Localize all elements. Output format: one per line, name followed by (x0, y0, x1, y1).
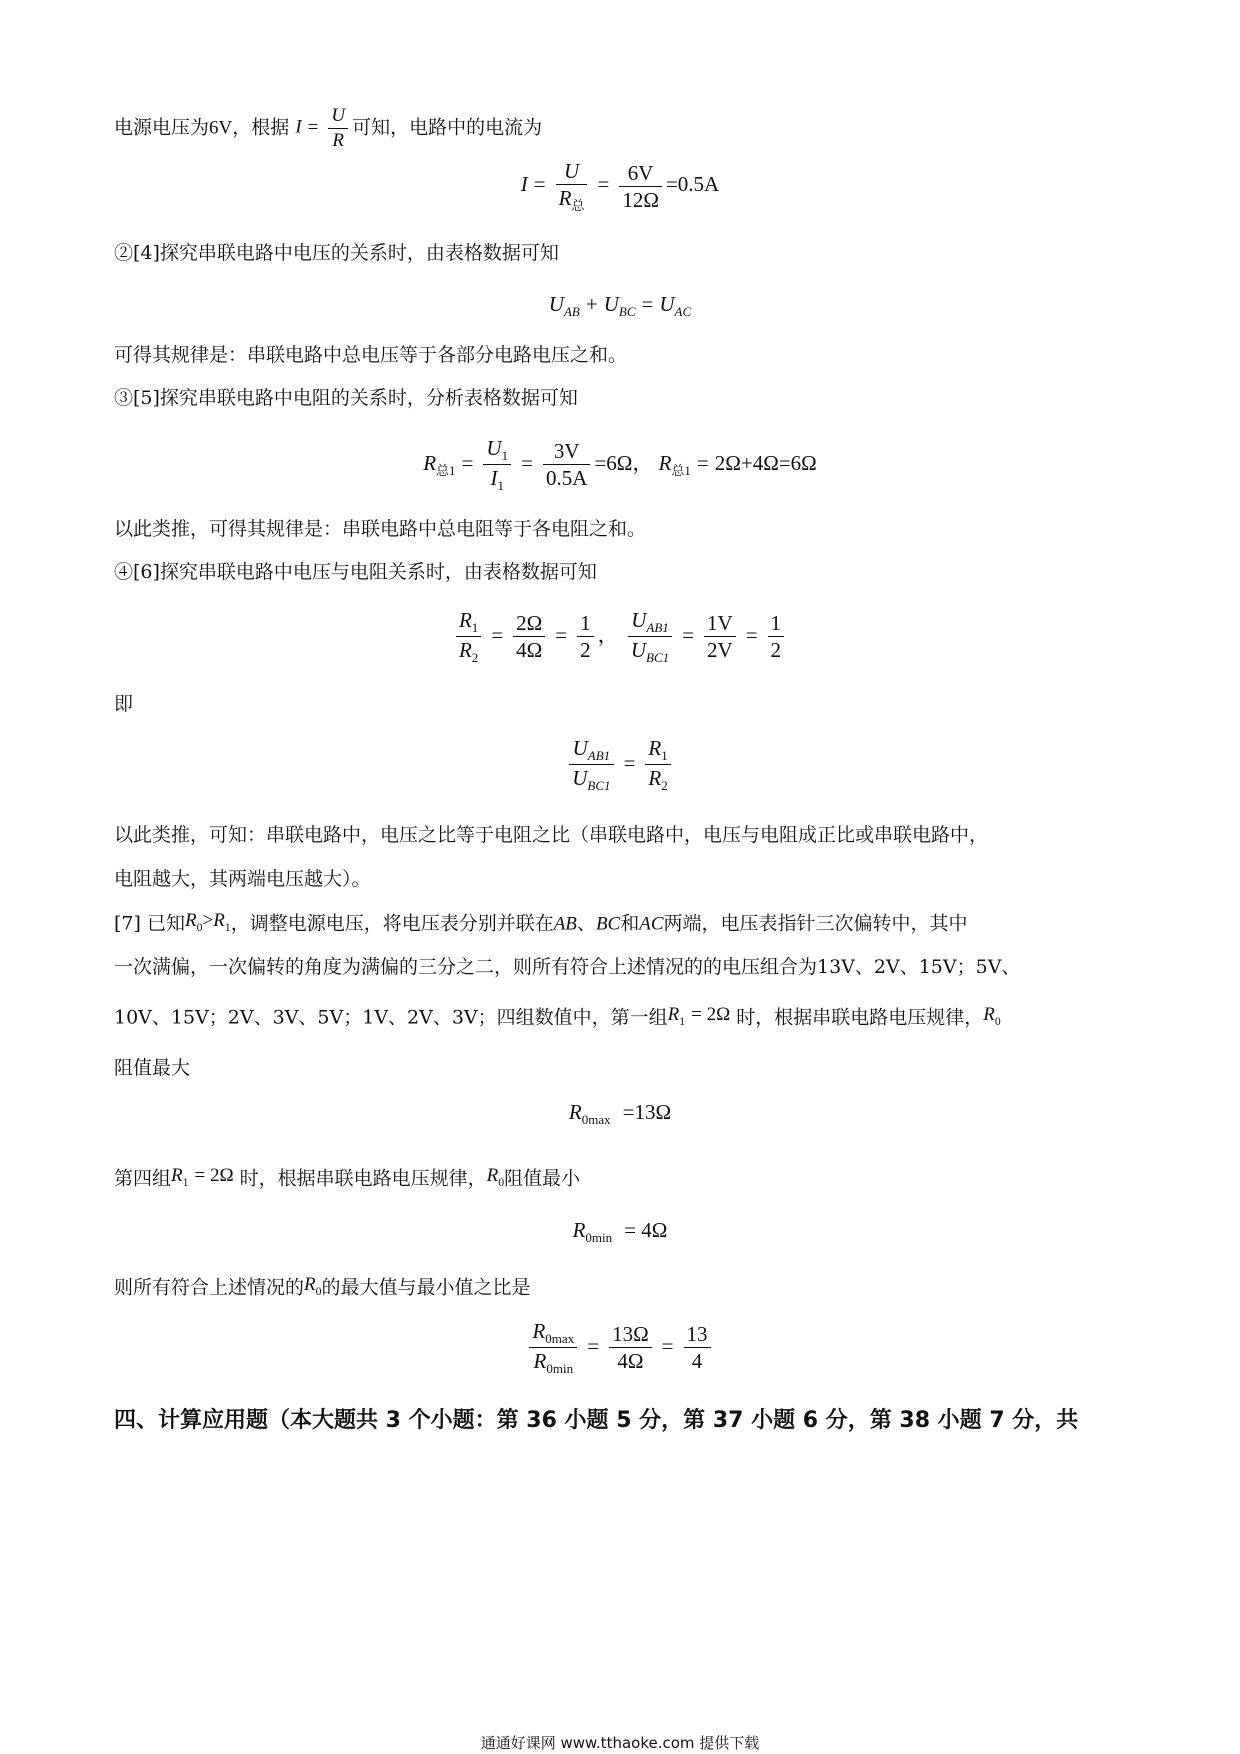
formula-voltage-sum: $U_{AB} + U_{BC} = U_{AC}$ (548, 292, 692, 320)
text-line-5: 以此类推，可得其规律是：串联电路中总电阻等于各电阻之和。 (114, 518, 647, 540)
text-line-2: ②[4]探究串联电路中电压的关系时，由表格数据可知 (114, 242, 559, 264)
text-line-15: 则所有符合上述情况的$R_0$的最大值与最小值之比是 (114, 1274, 531, 1299)
text-line-6: ④[6]探究串联电路中电压与电阻关系时，由表格数据可知 (114, 561, 597, 583)
text-line-3: 可得其规律是：串联电路中总电压等于各部分电路电压之和。 (114, 344, 628, 366)
text-line-10: [7] 已知$R_0>R_1$，调整电源电压，将电压表分别并联在AB、BC和AC两端，电压表指针三次偏转中，其中 (114, 910, 968, 935)
formula-r0-ratio: $\frac{R_{0max}}{R_{0min}}$ = $\frac{13\Omega}{4\Omega}$ = $\frac{13}{4}$ (0, 1318, 1240, 1378)
formula-total-resistance: $R_{总1}$ = $\frac{U_1}{I_1}$ = $\frac{3V}{0.5A}$ =6Ω， $R_{总1} = 2\Omega+4\Omega=6\Omega$ (423, 436, 817, 494)
text-line-7: 即 (114, 693, 134, 715)
formula-inline-ohm: I = $\frac{U}{R}$ (295, 104, 352, 153)
formula-ratios: $\frac{R_1}{R_2}$ = $\frac{2\Omega}{4\Omega}$ = $\frac{1}{2}$ ， $\frac{U_{AB1}}{U_{BC1}}$ = $\frac{1V}{2V}$ = $\frac{1}{2}$ (0, 607, 1240, 667)
text-line-14: 第四组$R_1 = 2\Omega$ 时，根据串联电路电压规律，$R_0$阻值最小 (114, 1165, 581, 1190)
text-line-8: 以此类推，可知：串联电路中，电压之比等于电阻之比（串联电路中，电压与电阻成正比或串联电路中， (114, 824, 989, 846)
text-line-11: 一次满偏，一次偏转的角度为满偏的三分之二，则所有符合上述情况的的电压组合为13V、2V、15V；5V、 (114, 956, 1021, 978)
text-line-9: 电阻越大，其两端电压越大）。 (114, 868, 371, 890)
formula-r0-max: $R_{0max} =13\Omega$ (568, 1100, 672, 1128)
text-line-4: ③[5]探究串联电路中电阻的关系时，分析表格数据可知 (114, 387, 578, 409)
formula-r0-min: $R_{0min} = 4\Omega$ (572, 1218, 668, 1246)
text-line-13: 阻值最大 (114, 1057, 191, 1079)
text-line-1: 电源电压为6V，根据 I = $\frac{U}{R}$ 可知，电路中的电流为 (114, 105, 543, 151)
formula-ratio-equality: $\frac{U_{AB1}}{U_{BC1}}$ = $\frac{R_1}{R_2}$ (0, 735, 1240, 795)
footer-source: 通通好课网 www.tthaoke.com 提供下载 (480, 1734, 760, 1752)
formula-current: I = $\frac{U}{R_总}$ = $\frac{6V}{12\Omega}$ =0.5A (520, 159, 720, 214)
section-heading: 四、计算应用题（本大题共 3 个小题：第 36 小题 5 分，第 37 小题 6 分，第 38 小题 7 分，共 (114, 1408, 1079, 1433)
text-line-12: 10V、15V；2V、3V、5V；1V、2V、3V；四组数值中，第一组$R_1 = 2\Omega$ 时，根据串联电路电压规律，$R_0$ (114, 1004, 1001, 1029)
